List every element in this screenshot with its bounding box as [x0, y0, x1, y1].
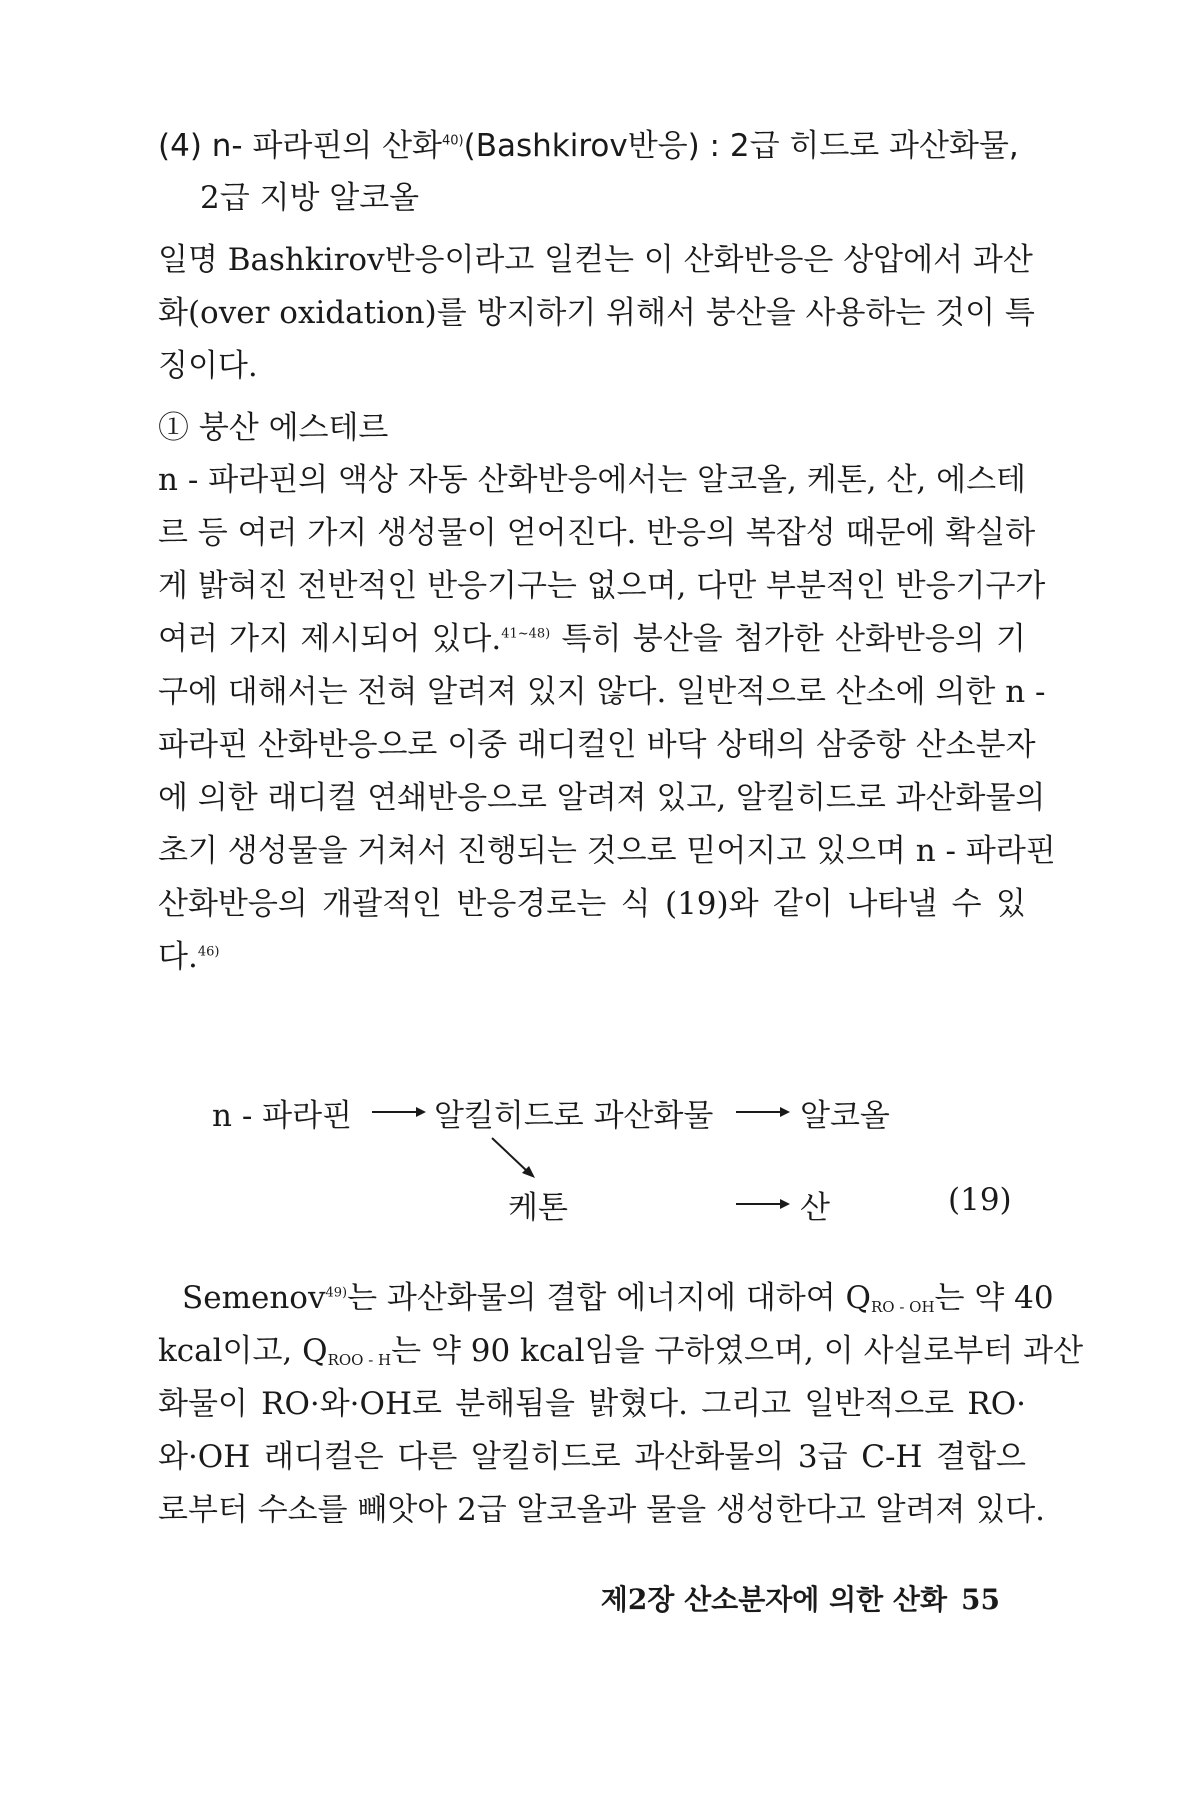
scheme-n-paraffin: n - 파라핀: [212, 1098, 352, 1134]
paragraph-line: 르 등 여러 가지 생성물이 얻어진다. 반응의 복잡성 때문에 확실하: [158, 515, 1036, 551]
paragraph-line: 초기 생성물을 거쳐서 진행되는 것으로 믿어지고 있으며 n - 파라핀: [158, 833, 1056, 869]
subscript: ROO - H: [327, 1351, 392, 1369]
citation-ref: 46): [197, 944, 220, 960]
heading-text: (4) n- 파라핀의 산화: [158, 128, 442, 164]
paragraph-line: 파라핀 산화반응으로 이중 래디컬인 바닥 상태의 삼중항 산소분자: [158, 727, 1036, 763]
paragraph-line: n - 파라핀의 액상 자동 산화반응에서는 알코올, 케톤, 산, 에스테: [158, 462, 1026, 498]
page-footer: [601, 1578, 1000, 1618]
text-span: Semenov: [182, 1280, 326, 1316]
paragraph-line: [158, 937, 1026, 977]
chapter-title: 제2장 산소분자에 의한 산화: [600, 1583, 948, 1616]
text-span: kcal이고, Q: [158, 1333, 328, 1369]
text-span: 특히 붕산을 첨가한 산화반응의 기: [550, 621, 1026, 657]
reaction-scheme: [0, 1080, 1200, 1230]
paragraph-line: 화물이 RO·와·OH로 분해됨을 밝혔다. 그리고 일반적으로 RO·: [158, 1386, 1026, 1422]
paragraph-line: [158, 1331, 1084, 1380]
text-span: 는 과산화물의 결합 에너지에 대하여 Q: [347, 1280, 871, 1316]
paragraph-line: 산화반응의 개괄적인 반응경로는 식 (19)와 같이 나타낼 수 있: [158, 886, 1026, 922]
scheme-ketone: 케톤: [508, 1190, 568, 1226]
citation-ref: 40): [441, 133, 464, 149]
paragraph-line: 징이다.: [158, 348, 258, 384]
text-span: 는 약 40: [934, 1280, 1054, 1316]
arrow-right-icon: [734, 1192, 792, 1216]
section-heading-line2: 2급 지방 알코올: [200, 180, 420, 216]
citation-ref: 41~48): [501, 626, 551, 642]
heading-text-suffix: (Bashkirov반응) : 2급 히드로 과산화물,: [463, 128, 1019, 164]
paragraph-line: 게 밝혀진 전반적인 반응기구는 없으며, 다만 부분적인 반응기구가: [158, 568, 1046, 604]
paragraph-line: 구에 대해서는 전혀 알려져 있지 않다. 일반적으로 산소에 의한 n -: [158, 674, 1046, 710]
paragraph-line: 화(over oxidation)를 방지하기 위해서 붕산을 사용하는 것이 특: [158, 295, 1035, 331]
subscript: RO - OH: [870, 1298, 935, 1316]
text-span: 는 약 90 kcal임을 구하였으며, 이 사실로부터 과산: [391, 1333, 1084, 1369]
paragraph-line: 일명 Bashkirov반응이라고 일컫는 이 산화반응은 상압에서 과산: [158, 242, 1033, 278]
arrow-right-icon: [734, 1100, 792, 1124]
scheme-acid: 산: [800, 1190, 830, 1226]
scheme-hydroperoxide: 알킬히드로 과산화물: [434, 1098, 714, 1134]
paragraph-line: 와·OH 래디컬은 다른 알킬히드로 과산화물의 3급 C-H 결합으: [158, 1439, 1026, 1475]
equation-number: (19): [948, 1182, 1012, 1218]
arrow-right-icon: [370, 1100, 428, 1124]
paragraph-line: 로부터 수소를 빼앗아 2급 알코올과 물을 생성한다고 알려져 있다.: [158, 1492, 1046, 1528]
text-span: 여러 가지 제시되어 있다.: [158, 621, 502, 657]
paragraph-line: [158, 619, 1026, 659]
subsection-title: ① 붕산 에스테르: [158, 410, 389, 446]
section-heading: [158, 126, 1026, 166]
page-number: 55: [961, 1583, 1000, 1616]
arrow-diagonal-icon: [490, 1136, 538, 1180]
scheme-alcohol: 알코올: [800, 1098, 890, 1134]
paragraph-line: [182, 1278, 1054, 1327]
text-span: 다.: [158, 939, 198, 975]
paragraph-line: 에 의한 래디컬 연쇄반응으로 알려져 있고, 알킬히드로 과산화물의: [158, 780, 1046, 816]
citation-ref: 49): [325, 1285, 348, 1301]
